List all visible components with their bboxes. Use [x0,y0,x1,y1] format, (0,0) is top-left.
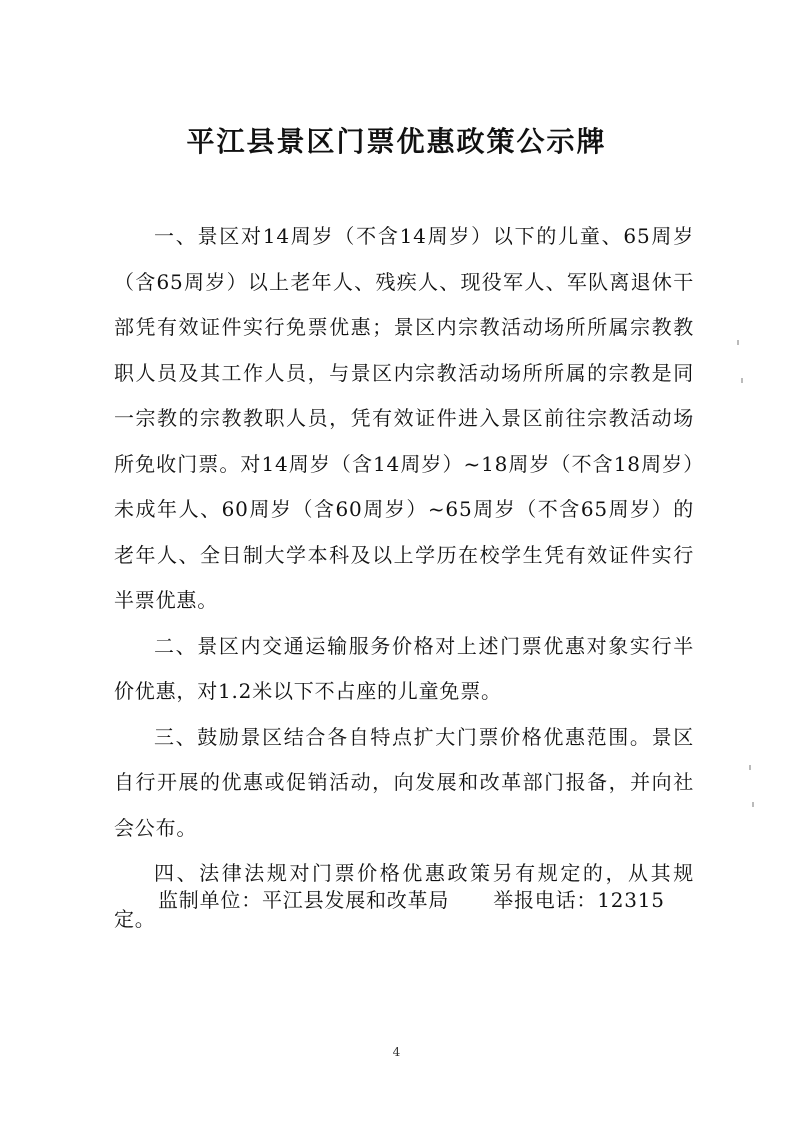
footer-line [158,884,665,913]
notice-body [114,214,694,942]
scan-speck [752,802,754,807]
report-hotline: 举报电话：12315 [493,888,665,912]
page-number: 4 [392,1045,401,1059]
scan-speck [741,378,743,383]
clause-4: 四、法律法规对门票价格优惠政策另有规定的，从其规定。 [114,861,694,931]
notice-title: 平江县景区门票优惠政策公示牌 [186,125,607,158]
clause-2: 二、景区内交通运输服务价格对上述门票优惠对象实行半价优惠，对1.2米以下不占座的儿童免票。 [114,633,694,703]
clause-3: 三、鼓励景区结合各自特点扩大门票价格优惠范围。景区自行开展的优惠或促销活动，向发展和改革部门报备，并向社会公布。 [114,724,694,840]
supervising-unit: 监制单位：平江县发展和改革局 [158,888,450,912]
clause-1: 一、景区对14周岁（不含14周岁）以下的儿童、65周岁（含65周岁）以上老年人、残疾人、现役军人、军队离退休干部凭有效证件实行免票优惠；景区内宗教活动场所所属宗教教职人员及其工作人员，与景区内宗教活动场所所属的宗教是同一宗教的宗教教职人员，凭有效证件进入景区前往宗教活动场所免收门票。对14周岁（含14周岁）~18周岁（不含18周岁）未成年人、60周岁（含60周岁）~65周岁（不含65周岁）的老年人、全日制大学本科及以上学历在校学生凭有效证件实行半票优惠。 [114,224,694,612]
scan-speck [749,765,751,770]
scan-speck [737,340,739,345]
